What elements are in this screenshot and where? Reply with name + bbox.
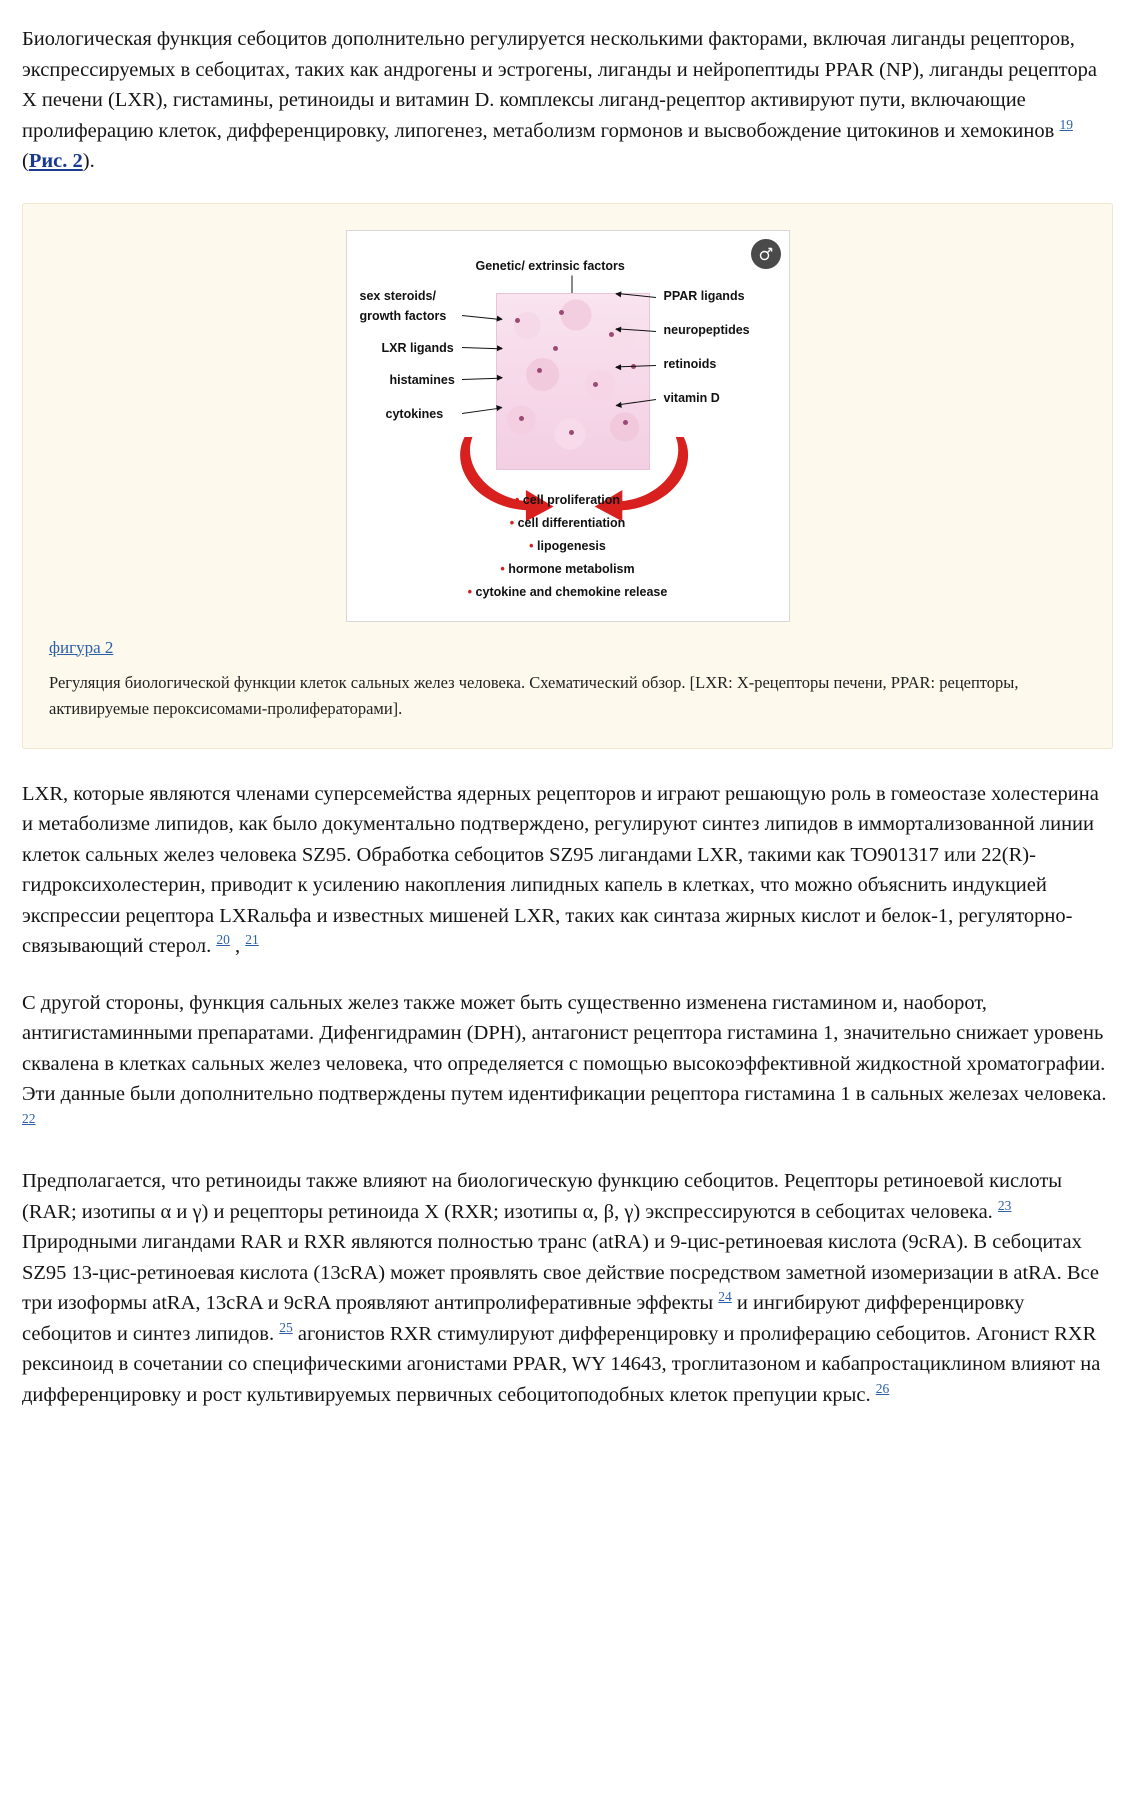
- paragraph-2-text: LXR, которые являются членами суперсемейства ядерных рецепторов и играют решающую роль в гомеостазе холестерина и метаболизме липидов, как было документально подтверждено, регулируют синтез липидов в иммортализованной линии клеток сальных желез человека SZ95. Обработка себоцитов SZ95 лигандами LXR, такими как TO901317 или 22(R)-гидроксихолестерин, приводит к усилению накопления липидных капель в клетках, что можно объяснить индукцией экспрессии рецептора LXRальфа и известных мишеней LXR, таких как синтаза жирных кислот и белок-1, регуляторно-связывающий стерол.: [22, 782, 1099, 957]
- paragraph-2: [22, 779, 1113, 962]
- paragraph-3: [22, 988, 1113, 1141]
- paragraph-4-text-a: Предполагается, что ретиноиды также влияют на биологическую функцию себоцитов. Рецепторы ретиноевой кислоты (RAR; изотипы α и γ) и рецепторы ретиноида X (RXR; изотипы α, β, γ) экспрессируются в себоцитах человека.: [22, 1170, 1063, 1223]
- paragraph-2-sep: ,: [229, 935, 246, 957]
- citation-22[interactable]: [22, 1111, 36, 1126]
- citation-25-link[interactable]: 25: [279, 1319, 293, 1335]
- citation-22-link[interactable]: 22: [22, 1110, 36, 1126]
- citation-21[interactable]: [245, 932, 259, 947]
- figure-2-container: [22, 203, 1113, 749]
- outcome-item-2: • cell differentiation: [509, 515, 626, 530]
- outcome-label-1: cell proliferation: [522, 492, 621, 507]
- citation-20-link[interactable]: 20: [216, 932, 230, 948]
- paragraph-4-text-d: агонистов RXR стимулируют дифференцировку и пролиферацию себоцитов. Агонист RXR рексиноид в сочетании со специфическими агонистами PPAR, WY 14643, троглитазоном и кабапростациклином влияют на дифференцировку и рост культивируемых первичных себоцитоподобных клеток препуции крыс.: [22, 1322, 1101, 1406]
- right-label-3: retinoids: [663, 356, 717, 371]
- figure-2-link[interactable]: Рис. 2: [28, 150, 83, 172]
- citation-20[interactable]: [216, 932, 230, 947]
- citation-19[interactable]: [1059, 117, 1073, 132]
- outcome-label-4: hormone metabolism: [508, 561, 635, 576]
- outcome-item-3: • lipogenesis: [529, 538, 606, 553]
- citation-26-link[interactable]: 26: [875, 1380, 890, 1396]
- figure-caption-text: Регуляция биологической функции клеток сальных желез человека. Схематический обзор. [LXR: X-рецепторы печени, PPAR: рецепторы, активируемые пероксисомами-пролифераторами].: [49, 672, 1019, 718]
- paragraph-4: [22, 1166, 1113, 1410]
- outcome-item-5: • cytokine and chemokine release: [467, 584, 668, 599]
- left-label-3: LXR ligands: [381, 340, 454, 355]
- citation-21-link[interactable]: 21: [245, 932, 259, 948]
- citation-23-link[interactable]: 23: [997, 1197, 1012, 1213]
- outcome-label-3: lipogenesis: [537, 538, 606, 553]
- right-label-2: neuropeptides: [663, 322, 750, 337]
- citation-24[interactable]: [718, 1289, 732, 1304]
- diagram-top-label: Genetic/ extrinsic factors: [475, 258, 625, 273]
- left-label-4: histamines: [389, 372, 455, 387]
- citation-24-link[interactable]: 24: [718, 1289, 732, 1305]
- outcome-item-4: • hormone metabolism: [500, 561, 635, 576]
- left-label-5: cytokines: [385, 406, 444, 421]
- outcome-label-2: cell differentiation: [517, 515, 626, 530]
- paragraph-4-text-c: и ингибируют дифференцировку себоцитов и синтез липидов.: [22, 1292, 1025, 1345]
- right-label-1: PPAR ligands: [663, 288, 745, 303]
- figure-caption-link[interactable]: фигура 2: [49, 637, 114, 657]
- left-label-1: sex steroids/: [359, 288, 436, 303]
- outcome-list: [356, 493, 780, 608]
- citation-26[interactable]: [876, 1381, 890, 1396]
- citation-19-link[interactable]: 19: [1059, 116, 1073, 132]
- paragraph-1-text: Биологическая функция себоцитов дополнительно регулируется несколькими факторами, включая лиганды рецепторов, экспрессируемых в себоцитах, таких как андрогены и эстрогены, лиганды и нейропептиды PPAR (NP), лиганды рецептора X печени (LXR), гистамины, ретиноиды и витамин D. комплексы лиганд-рецептор активируют пути, включающие пролиферацию клеток, дифференцировку, липогенез, метаболизм гормонов и высвобождение цитокинов и хемокинов: [22, 28, 1097, 142]
- paragraph-3-text: С другой стороны, функция сальных желез также может быть существенно изменена гистамином и, наоборот, антигистаминными препаратами. Дифенгидрамин (DPH), антагонист рецептора гистамина 1, значительно снижает уровень сквалена в клетках сальных желез человека, что определяется с помощью высокоэффективной жидкостной хроматографии. Эти данные были дополнительно подтверждены путем идентификации рецептора гистамина 1 в сальных железах человека.: [22, 991, 1107, 1105]
- paragraph-1: [22, 24, 1113, 177]
- paragraph-1-open-paren: (: [22, 150, 29, 172]
- figure-2-image[interactable]: [346, 230, 790, 622]
- outcome-item-1: • cell proliferation: [514, 492, 621, 507]
- left-label-2: growth factors: [359, 308, 447, 323]
- paragraph-4-text-b: Природными лигандами RAR и RXR являются полностью транс (atRA) и 9-цис-ретиноевая кислота (9cRA). В себоцитах SZ95 13-цис-ретиноевая кислота (13cRA) может проявлять свое действие посредством заметной изомеризации в atRA. Все три изоформы atRA, 13cRA и 9cRA проявляют антипролиферативные эффекты: [22, 1231, 1099, 1314]
- citation-23[interactable]: [998, 1198, 1012, 1213]
- figure-2-diagram: [356, 241, 780, 611]
- right-label-4: vitamin D: [663, 390, 720, 405]
- paragraph-1-close-paren: ).: [82, 150, 95, 172]
- outcome-label-5: cytokine and chemokine release: [475, 584, 668, 599]
- citation-25[interactable]: [279, 1320, 293, 1335]
